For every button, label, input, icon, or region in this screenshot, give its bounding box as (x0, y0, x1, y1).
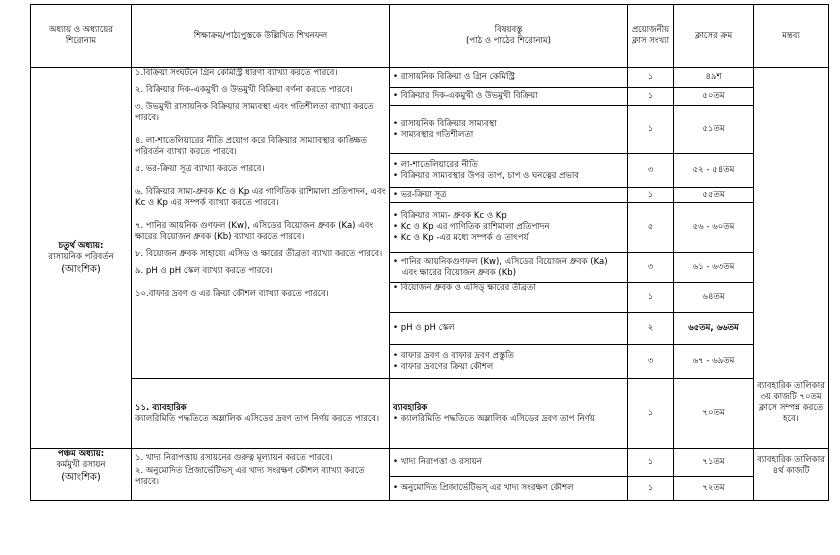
chapter4-outcomes-cell (132, 68, 390, 379)
outcome-item: ১০.বাফার দ্রবণ ও এর ক্রিয়া কৌশল ব্যাখ্যা করতে পারবে। (135, 289, 329, 299)
order-cell: ৬৫তম, ৬৬তম (674, 313, 754, 345)
chapter5-outcomes-cell (132, 449, 390, 501)
content-item: • বিক্রিয়ার সাম্যবস্থার উপর তাপ, চাপ ও ঘনত্বের প্রভাব (393, 171, 624, 182)
content-item: • বাফার দ্রবণ ও বাফার দ্রবণ প্রস্তুতি (393, 351, 624, 362)
outcome-item: ৪. লা-শাতেলিয়ারের নীতি প্রয়োগ করে বিক্রিয়ার সাম্যাবস্থার কাঙ্ক্ষিত পরিবর্তন ব্যাখ্যা করতে পারবে। (135, 136, 368, 157)
practical-heading: ১১. ব্যাবহারিক (135, 402, 187, 413)
chapter5-remark-cell (754, 449, 829, 501)
practical-text: ক্যালরিমিতি পদ্ধতিতে অম্লালিক এসিডের দ্রবণ তাপ নির্ণয় করতে পারবে। (135, 413, 380, 424)
classes-cell: ১ (628, 188, 674, 203)
order-cell: ৭০তম (674, 379, 754, 449)
content-cell (390, 449, 628, 477)
content-cell (390, 345, 628, 379)
content-item: • বিয়োজন ধ্রুবক ও এসিড্ ক্ষারের তীব্রতা (393, 283, 624, 294)
table-row (31, 68, 829, 88)
classes-cell: ১ (628, 379, 674, 449)
classes-cell: ২ (628, 313, 674, 345)
syllabus-table (30, 4, 829, 501)
classes-cell: ৩ (628, 154, 674, 188)
table-row (31, 379, 829, 449)
outcome-item: ২. অনুমোদিত প্রিজার্ভেটিভস্ এর খাদ্য সংরক্ষণ কৌশল ব্যাখ্যা করতে পারবে। (135, 466, 365, 487)
content-item: • বিক্রিয়ার দিক-একমুখী ও উভমুখী বিক্রিয়া (393, 91, 624, 102)
order-cell: ৭২তম (674, 477, 754, 501)
classes-cell: ৩ (628, 253, 674, 283)
order-cell: ৫৬ - ৬০তম (674, 203, 754, 253)
classes-cell: ১ (628, 68, 674, 88)
content-item: • লা-শাতেলিয়ারের নীতি (393, 160, 624, 171)
classes-cell: ১ (628, 88, 674, 106)
outcome-item: ১.বিক্রিয়া সংঘটনে গ্রিন কেমিস্ট্রি ধারণা ব্যাখ্যা করতে পারবে। (135, 68, 338, 78)
outcome-item: ৬. বিক্রিয়ার সাম্য-ধ্রুবক Kc ও Kp এর গাণিতিক রাশিমালা প্রতিপাদন, এবং Kc ও Kp এর সম্পর্ক ব্যাখ্যা করতে পারবে। (135, 187, 386, 208)
header-content-line1: বিষয়বস্তু (494, 25, 523, 35)
header-content-line2: (পাঠ ও পাঠের শিরোনাম) (466, 36, 551, 46)
header-order: ক্লাসের ক্রম (674, 5, 754, 68)
table-row (31, 449, 829, 477)
classes-cell: ১ (628, 477, 674, 501)
content-item: • ভর-ক্রিয়া সূত্র (393, 190, 624, 201)
content-cell (390, 379, 628, 449)
chapter4-remark-cell (754, 68, 829, 449)
practical-content-heading: ব্যাবহারিক (393, 402, 428, 413)
content-item: • ক্যালরিমিতি পদ্ধতিতে অম্লালিক এসিডের দ্রবণ তাপ নির্ণয় (393, 414, 624, 425)
order-cell: ৫১তম (674, 106, 754, 154)
content-cell (390, 106, 628, 154)
content-item: • রাসায়নিক বিক্রিয়ার সাম্যবস্থা (393, 119, 624, 130)
chapter4-subtitle: রাসায়নিক পরিবর্তন (48, 251, 114, 262)
order-cell: ৬১ - ৬৩তম (674, 253, 754, 283)
chapter5-remark: ব্যাবহারিক তালিকার ৪র্থ কাজটি (757, 455, 825, 476)
order-cell: ৪৯শ (674, 68, 754, 88)
order-cell: ৫২ - ৫৪তম (674, 154, 754, 188)
header-chapter: অধ্যায় ও অধ্যায়ের শিরোনাম (31, 5, 132, 68)
content-item: • পানির আয়নিকগুণফল (Kw), এসিডের বিয়োজন ধ্রুবক (Ka) এবং ক্ষারের বিয়োজন ধ্রুবক (Kb) (393, 257, 624, 279)
classes-cell: ১ (628, 283, 674, 313)
outcome-item: ৭. পানির আয়নিক গুণফল (Kw), এসিডের বিয়োজন ধ্রুবক (Ka) এবং ক্ষারের বিয়োজন ধ্রুবক (Kb) ব্যাখ্যা করতে পারবে। (135, 221, 374, 242)
outcome-item: ৮. বিয়োজন ধ্রুবক সাহায্যে এসিড ও ক্ষারের তীব্রতা ব্যাখ্যা করতে পারবে। (135, 249, 383, 259)
content-item: • সাম্যবস্থার গতিশীলতা (393, 130, 624, 141)
content-item: • বাফার দ্রবণের ক্রিয়া কৌশল (393, 362, 624, 373)
outcome-item: ৯. pH ও pH স্কেল ব্যাখ্যা করতে পারবে। (135, 266, 273, 276)
chapter4-title-cell (31, 68, 132, 449)
outcome-item: ৫. ভর-ক্রিয়া সূত্র ব্যাখ্যা করতে পারবে। (135, 164, 265, 174)
chapter5-subtitle: কর্মমুখী রসায়ন (56, 460, 106, 470)
content-item: • খাদ্য নিরাপত্তা ও রসায়ন (393, 457, 624, 468)
content-cell (390, 188, 628, 203)
content-cell (390, 203, 628, 253)
classes-cell: ৩ (628, 345, 674, 379)
content-item: • বিক্রিয়ার সাম্য- ধ্রুবক Kc ও Kp (393, 211, 624, 222)
order-cell: ৬৪তম (674, 283, 754, 313)
content-cell (390, 68, 628, 88)
order-cell: ৭১তম (674, 449, 754, 477)
outcome-item: ৩. উভমুখী রাসায়নিক বিক্রিয়ার সাম্যবস্থা এবং গতিশীলতা ব্যাখ্যা করতে পারবে। (135, 102, 374, 123)
content-item: • অনুমোদিত প্রিজার্ভেটিভস্ এর খাদ্য সংরক্ষণ কৌশল (393, 483, 624, 494)
content-item: • Kc ও Kp এর গাণিতিক রাশিমালা প্রতিপাদন (393, 222, 624, 233)
order-cell: ৬৭ - ৬৯তম (674, 345, 754, 379)
outcome-item: ১. খাদ্য নিরাপত্তায় রসায়নের গুরুত্ব মূল্যায়ন করতে পারবে। (135, 453, 333, 463)
content-item: • pH ও pH স্কেল (393, 323, 624, 334)
content-cell (390, 253, 628, 283)
content-cell (390, 477, 628, 501)
content-cell (390, 313, 628, 345)
order-cell: ৫০তম (674, 88, 754, 106)
header-content (390, 5, 628, 68)
content-item: • রাসায়নিক বিক্রিয়া ও গ্রিন কেমিস্ট্রি (393, 72, 624, 83)
content-cell (390, 283, 628, 313)
practical-outcome-cell (132, 379, 390, 449)
header-classes: প্রয়োজনীয় ক্লাস সংখ্যা (628, 5, 674, 68)
classes-cell: ১ (628, 449, 674, 477)
order-cell: ৫৫তম (674, 188, 754, 203)
content-item: • Kc ও Kp -এর মধ্যে সম্পর্ক ও তাৎপর্য (393, 233, 624, 244)
classes-cell: ৫ (628, 203, 674, 253)
chapter5-title: পঞ্চম অধ্যায়: (57, 449, 105, 459)
chapter4-title: চতুর্থ অধ্যায়: (58, 240, 104, 251)
header-outcomes: শিক্ষাক্রম/পাঠ্যপুস্তকে উল্লিখিত শিখনফল (132, 5, 390, 68)
chapter4-partial: (আংশিক) (61, 263, 101, 275)
classes-cell: ১ (628, 106, 674, 154)
content-cell (390, 88, 628, 106)
content-cell (390, 154, 628, 188)
chapter4-remark: ব্যাবহারিক তালিকার ৩য় কাজটি ৭০তম ক্লাসে সম্পন্ন করতে হবে। (757, 381, 825, 424)
chapter5-partial: (আংশিক) (61, 472, 101, 483)
header-row (31, 5, 829, 68)
outcome-item: ২. বিক্রিয়ার দিক-একমুখী ও উভমুখী বিক্রিয়া বর্ণনা করতে পারবে। (135, 85, 353, 95)
header-remarks: মন্তব্য (754, 5, 829, 68)
chapter5-title-cell (31, 449, 132, 501)
